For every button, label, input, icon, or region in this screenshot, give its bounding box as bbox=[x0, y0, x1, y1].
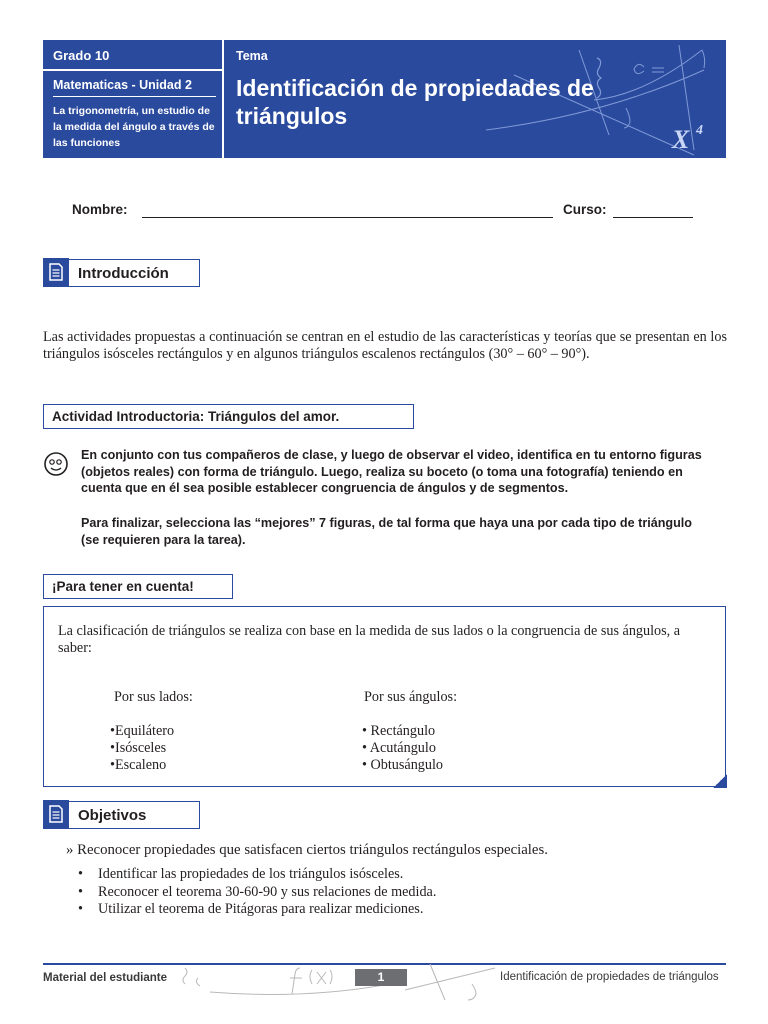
note-box bbox=[43, 606, 726, 787]
list-item: • Reconocer el teorema 30-60-90 y sus relaciones de medida. bbox=[78, 884, 436, 902]
list-item: • Acutángulo bbox=[362, 740, 436, 756]
unit-subtitle: La trigonometría, un estudio de la medida del ángulo a través de las funciones bbox=[53, 105, 215, 149]
course-field[interactable] bbox=[613, 217, 693, 218]
math-doodle-icon bbox=[180, 962, 500, 1002]
activity-paragraph-1: En conjunto con tus compañeros de clase, y luego de observar el video, identifica en tu entorno figuras (objetos reales) con forma de triángulo. Luego, realiza su boceto (o toma una fotografía) teniendo en cuenta que en él sea posible establecer congruencia de ángulos y de segmentos. bbox=[81, 448, 702, 495]
grade-label: Grado 10 bbox=[43, 40, 222, 69]
note-lead: La clasificación de triángulos se realiza con base en la medida de sus lados o la congruencia de sus ángulos, a saber: bbox=[58, 623, 681, 656]
list-item: • Identificar las propiedades de los triángulos isósceles. bbox=[78, 866, 436, 884]
svg-text:4: 4 bbox=[696, 123, 703, 138]
svg-text:X: X bbox=[672, 125, 690, 154]
section-objectives-title: Objetivos bbox=[78, 806, 147, 824]
list-item: • Obtusángulo bbox=[362, 757, 444, 773]
intro-paragraph: Las actividades propuestas a continuación se centran en el estudio de las características y teorías que se presentan en los triángulos isósceles rectángulos y en algunos triángulos escalenos rectángulos (30° – 60° – 90°). bbox=[43, 329, 727, 362]
header-left bbox=[43, 40, 222, 158]
name-field[interactable] bbox=[142, 217, 553, 218]
box-corner bbox=[713, 774, 727, 788]
objectives-lead: » Reconocer propiedades que satisfacen ciertos triángulos rectángulos especiales. bbox=[66, 842, 548, 858]
note-heading: ¡Para tener en cuenta! bbox=[43, 574, 233, 599]
unit-block bbox=[43, 71, 222, 158]
name-label: Nombre: bbox=[72, 202, 128, 217]
activity-paragraph-2: Para finalizar, selecciona las “mejores” 7 figuras, de tal forma que haya una por cada tipo de triángulo (se requieren para la tarea). bbox=[81, 516, 692, 547]
footer-left-label: Material del estudiante bbox=[43, 972, 167, 984]
list-item: •Equilátero bbox=[110, 723, 175, 739]
page-number: 1 bbox=[355, 969, 407, 986]
angles-list bbox=[362, 723, 443, 774]
course-label: Curso: bbox=[563, 202, 607, 217]
list-item: • Utilizar el teorema de Pitágoras para realizar mediciones. bbox=[78, 901, 436, 919]
list-item: •Escaleno bbox=[110, 757, 167, 773]
page-title: Identificación de propiedades de triángulos bbox=[236, 75, 594, 129]
topic-label: Tema bbox=[236, 49, 268, 63]
document-icon bbox=[43, 258, 69, 286]
list-item: • Rectángulo bbox=[362, 723, 436, 739]
checklist-icon bbox=[43, 800, 69, 828]
section-intro-title: Introducción bbox=[78, 264, 169, 282]
objectives-list bbox=[78, 866, 436, 919]
activity-heading: Actividad Introductoria: Triángulos del amor. bbox=[43, 404, 414, 429]
section-objectives-heading bbox=[43, 801, 200, 829]
sides-heading: Por sus lados: bbox=[114, 689, 193, 705]
section-intro-heading bbox=[43, 259, 200, 287]
list-item: •Isósceles bbox=[110, 740, 167, 756]
angles-heading: Por sus ángulos: bbox=[364, 689, 458, 705]
sides-list bbox=[110, 723, 174, 774]
face-icon bbox=[43, 451, 69, 482]
header-title-block bbox=[224, 40, 726, 158]
unit-title: Matematicas - Unidad 2 bbox=[53, 71, 216, 97]
footer-right-label: Identificación de propiedades de triángulos bbox=[500, 971, 719, 983]
